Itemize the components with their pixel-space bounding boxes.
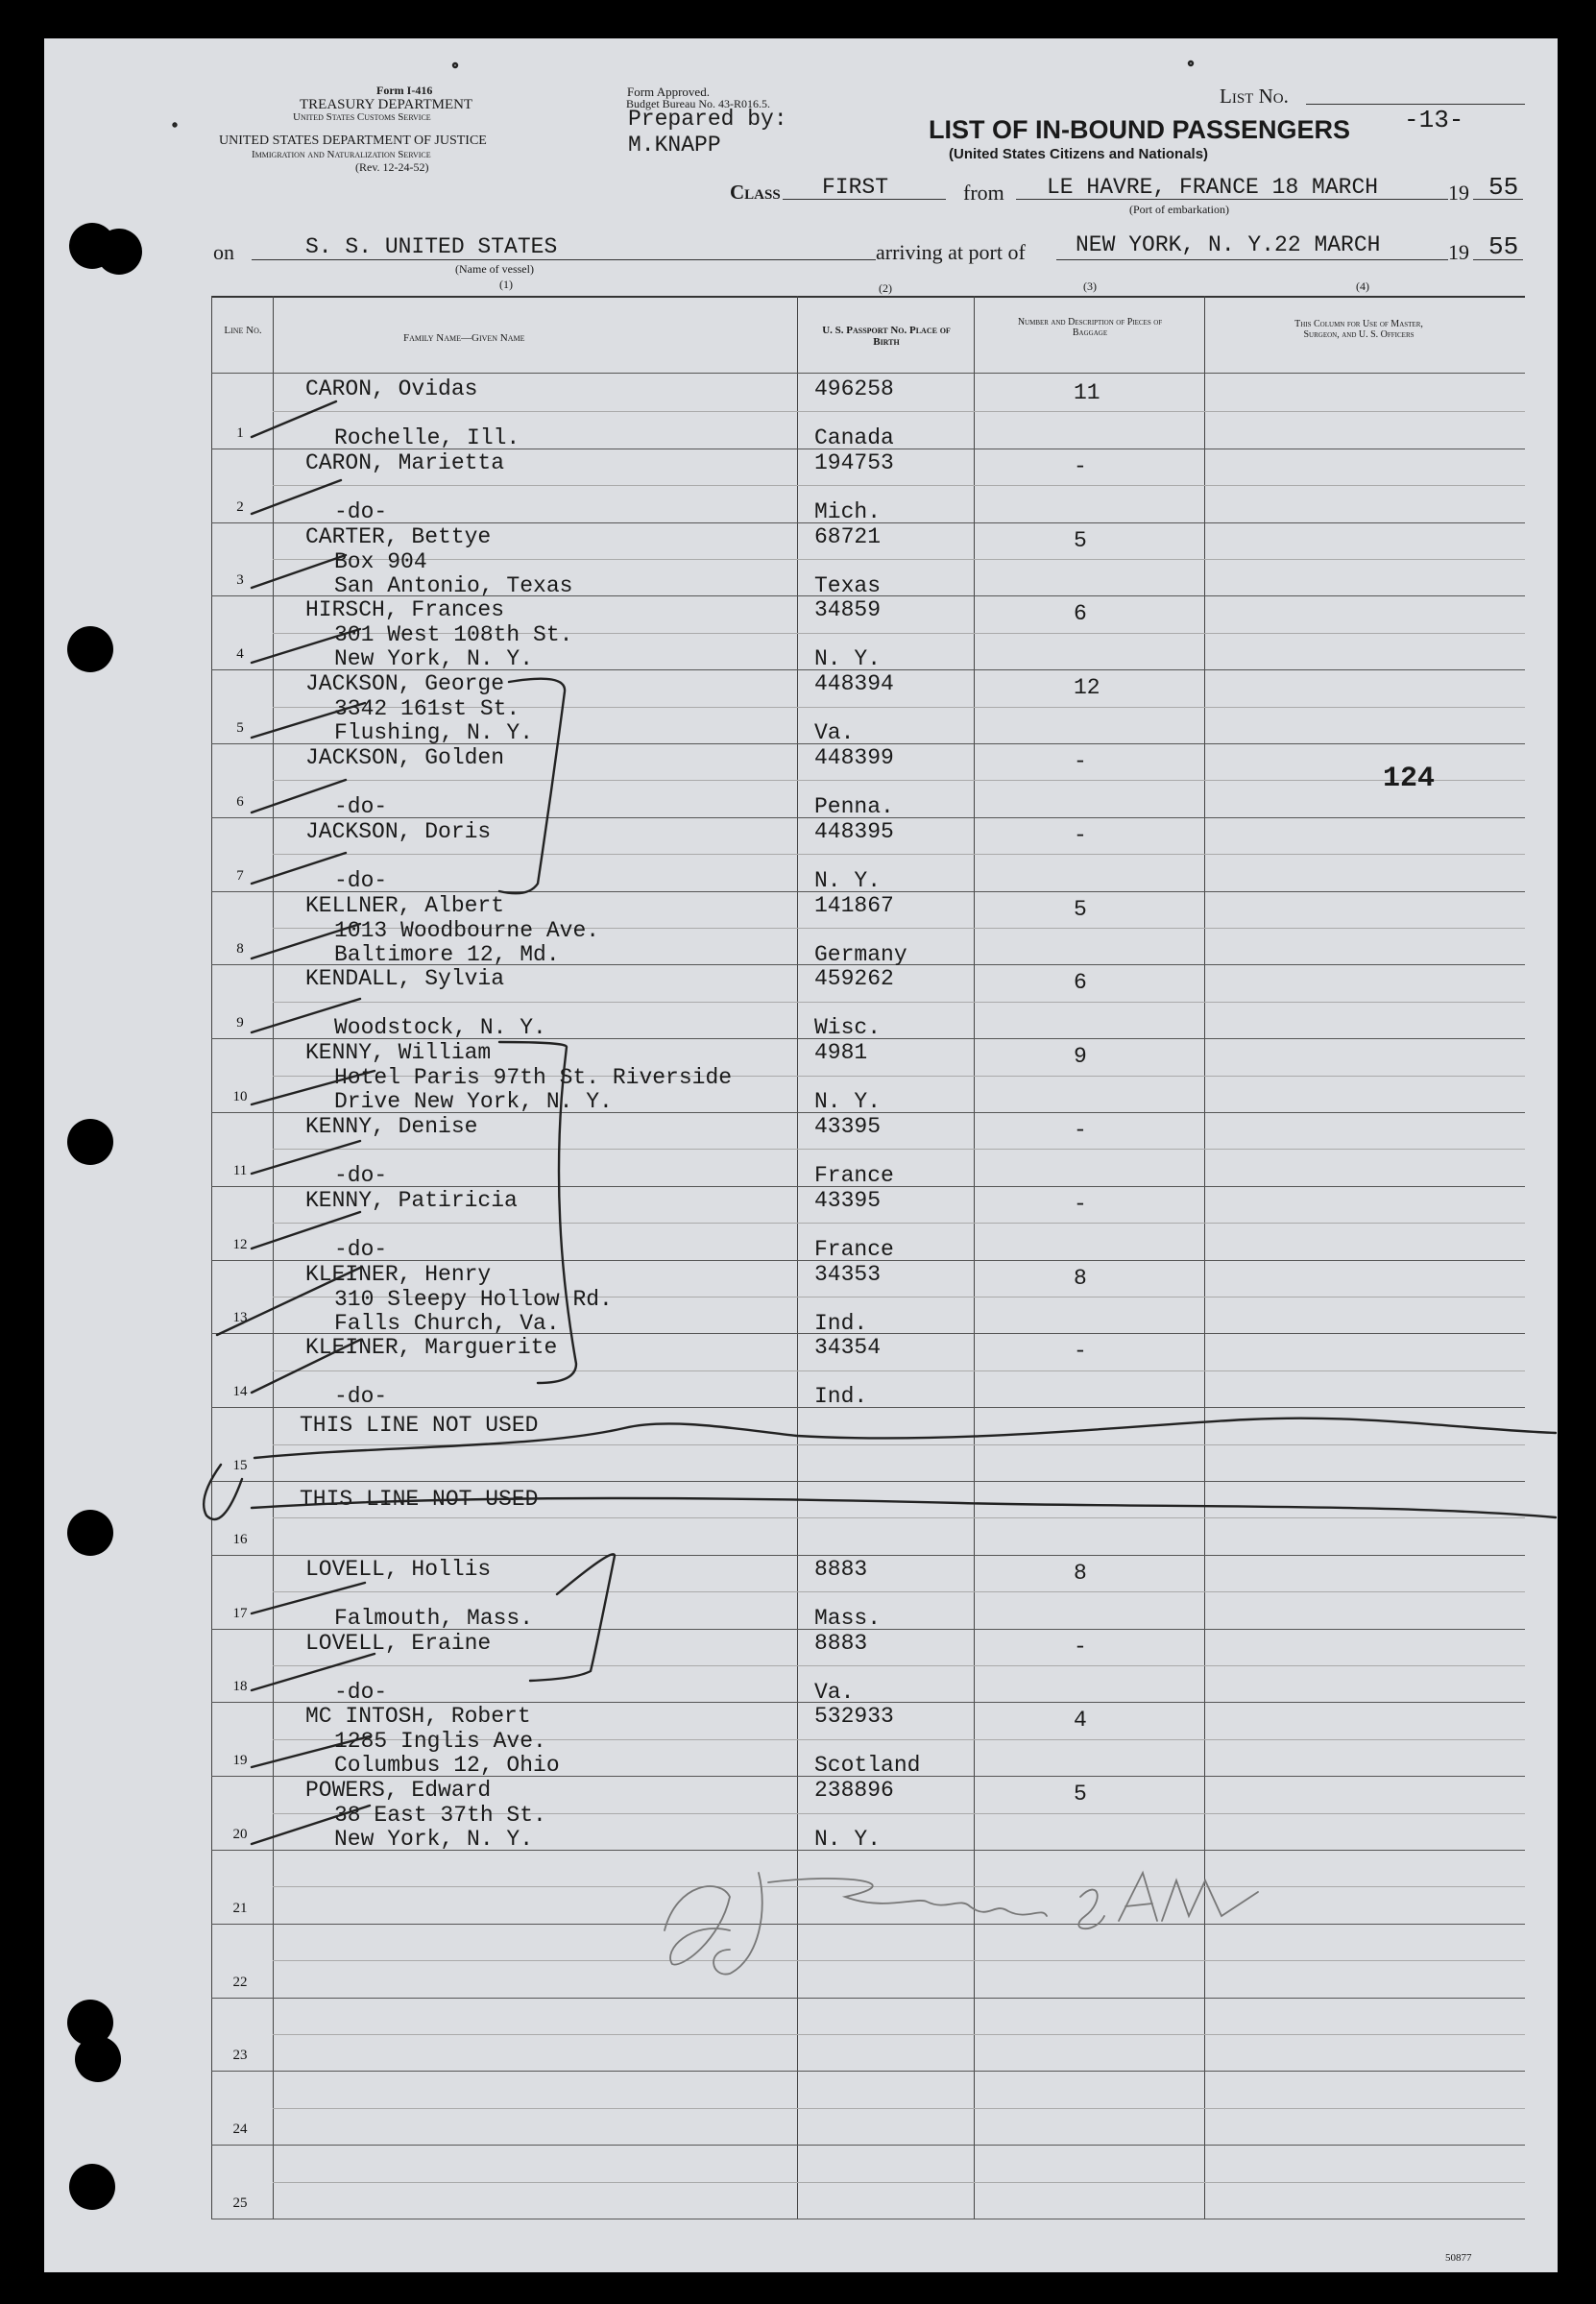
place-of-birth: France <box>814 1236 894 1262</box>
baggage-count: 8 <box>1074 1265 1087 1291</box>
baggage-count: 5 <box>1074 1782 1087 1807</box>
passport-number: 68721 <box>814 523 882 549</box>
passenger-name: LOVELL, Eraine <box>305 1630 492 1656</box>
passport-number: 34354 <box>814 1335 882 1361</box>
baggage-count: - <box>1074 1191 1087 1217</box>
line-number: 19 <box>232 1753 248 1769</box>
place-of-birth: Texas <box>814 572 882 598</box>
passenger-address-line2: -do- <box>334 1236 388 1262</box>
passenger-name: KLEINER, Marguerite <box>305 1335 558 1361</box>
budget-bureau-number: Budget Bureau No. 43-R016.5. <box>626 97 770 110</box>
passport-number: 448399 <box>814 745 894 770</box>
line-number: 8 <box>236 941 244 958</box>
column-number-1: (1) <box>499 278 513 291</box>
year-prefix-1: 19 <box>1448 181 1469 205</box>
check-mark <box>252 1071 375 1104</box>
passport-number: 448394 <box>814 671 894 697</box>
place-of-birth: Scotland <box>814 1753 921 1779</box>
family-bracket <box>499 679 565 894</box>
place-of-birth: N. Y. <box>814 1089 882 1115</box>
place-of-birth: Ind. <box>814 1310 868 1336</box>
class-value: FIRST <box>822 175 889 200</box>
strike-line <box>254 1419 1556 1458</box>
check-mark <box>252 924 360 958</box>
passport-number: 459262 <box>814 966 894 992</box>
passport-number: 34859 <box>814 597 882 623</box>
form-revision: (Rev. 12-24-52) <box>355 160 429 174</box>
unused-line-note: THIS LINE NOT USED <box>300 1413 539 1439</box>
passenger-name: KENNY, Patiricia <box>305 1187 518 1213</box>
check-mark <box>252 1806 370 1844</box>
check-mark <box>217 1268 360 1335</box>
passport-number: 532933 <box>814 1704 894 1730</box>
passenger-address-line1: 310 Sleepy Hollow Rd. <box>334 1286 613 1312</box>
line-number: 25 <box>232 2195 248 2211</box>
column-number-4: (4) <box>1356 279 1369 293</box>
check-mark <box>252 480 341 514</box>
check-mark <box>252 1141 360 1174</box>
passport-number: 8883 <box>814 1630 868 1656</box>
form-footer-code: 50877 <box>1445 2252 1472 2264</box>
header-family-name: Family Name—Given Name <box>403 332 525 344</box>
passenger-address-line1: Hotel Paris 97th St. Riverside <box>334 1065 733 1091</box>
place-of-birth: France <box>814 1163 894 1188</box>
passenger-name: CARTER, Bettye <box>305 523 492 549</box>
port-of-arrival: NEW YORK, N. Y.22 MARCH <box>1076 232 1381 257</box>
line-number: 11 <box>232 1162 248 1178</box>
passport-number: 141867 <box>814 892 894 918</box>
passenger-name: LOVELL, Hollis <box>305 1556 492 1582</box>
header-passport: U. S. Passport No. Place of Birth <box>822 325 951 349</box>
passenger-name: JACKSON, Doris <box>305 818 492 844</box>
paper-speck <box>174 124 177 127</box>
line-number: 24 <box>232 2122 248 2138</box>
place-of-birth: Va. <box>814 1679 855 1705</box>
check-mark <box>252 853 346 884</box>
place-of-birth: Penna. <box>814 794 894 819</box>
check-mark <box>252 629 360 663</box>
passport-number: 4981 <box>814 1040 868 1066</box>
line-number: 20 <box>232 1827 248 1842</box>
baggage-count: - <box>1074 453 1087 479</box>
baggage-count: 8 <box>1074 1560 1087 1586</box>
passenger-name: HIRSCH, Frances <box>305 597 505 623</box>
passport-number: 238896 <box>814 1778 894 1804</box>
on-label: on <box>213 240 234 264</box>
passenger-name: JACKSON, George <box>305 671 505 697</box>
passport-number: 448395 <box>814 818 894 844</box>
passport-number: 496258 <box>814 376 894 401</box>
check-mark <box>252 1340 360 1393</box>
baggage-count: - <box>1074 749 1087 774</box>
passenger-address-line2: Rochelle, Ill. <box>334 425 520 450</box>
paper-speck <box>1189 61 1193 65</box>
place-of-birth: N. Y. <box>814 1827 882 1853</box>
line-number: 4 <box>236 646 244 663</box>
passenger-address-line2: Columbus 12, Ohio <box>334 1753 560 1779</box>
line-number: 9 <box>236 1015 244 1031</box>
unused-line-note: THIS LINE NOT USED <box>300 1487 539 1512</box>
check-mark <box>252 703 365 738</box>
passenger-name: JACKSON, Golden <box>305 745 505 770</box>
passenger-address-line2: Baltimore 12, Md. <box>334 941 560 967</box>
passenger-address-line2: Woodstock, N. Y. <box>334 1015 546 1041</box>
line-number: 17 <box>232 1605 248 1621</box>
passenger-address-line2: Drive New York, N. Y. <box>334 1089 613 1115</box>
check-mark <box>252 1583 365 1613</box>
baggage-count: 5 <box>1074 896 1087 922</box>
passport-number: 43395 <box>814 1187 882 1213</box>
baggage-count: 5 <box>1074 527 1087 553</box>
port-of-embarkation: LE HAVRE, FRANCE 18 MARCH <box>1047 175 1379 200</box>
treasury-department: TREASURY DEPARTMENT <box>300 97 473 112</box>
passenger-name: KENNY, Denise <box>305 1114 478 1139</box>
passenger-name: KELLNER, Albert <box>305 892 505 918</box>
paper-speck <box>453 63 457 67</box>
preparer-name: M.KNAPP <box>628 133 721 158</box>
form-approved: Form Approved. <box>627 85 710 99</box>
passenger-name: POWERS, Edward <box>305 1778 492 1804</box>
column-number-3: (3) <box>1083 279 1097 293</box>
place-of-birth: Ind. <box>814 1384 868 1410</box>
passenger-address-line2: Falls Church, Va. <box>334 1310 560 1336</box>
place-of-birth: Mich. <box>814 498 882 524</box>
passport-number: 8883 <box>814 1556 868 1582</box>
form-subtitle: (United States Citizens and Nationals) <box>949 146 1209 162</box>
from-label: from <box>963 181 1004 205</box>
passenger-name: CARON, Marietta <box>305 449 505 475</box>
passenger-address-line2: Flushing, N. Y. <box>334 720 534 746</box>
signature-scrawl <box>665 1873 1258 1975</box>
check-mark <box>252 555 346 588</box>
line-number: 18 <box>232 1679 248 1695</box>
passenger-address-line1: 1013 Woodbourne Ave. <box>334 917 600 943</box>
vessel-name: S. S. UNITED STATES <box>305 234 558 259</box>
passenger-address-line2: -do- <box>334 1163 388 1188</box>
passenger-address-line2: New York, N. Y. <box>334 646 534 672</box>
passport-number: 194753 <box>814 449 894 475</box>
header-officer-use: This Column for Use of Master, Surgeon, and U. S. Officers <box>1294 319 1423 340</box>
check-mark <box>252 999 360 1032</box>
check-mark <box>252 401 336 437</box>
passenger-address-line1: 38 East 37th St. <box>334 1803 546 1829</box>
line-number: 5 <box>236 720 244 736</box>
list-number-label: List No. <box>1220 85 1289 108</box>
line-number: 22 <box>232 1974 248 1990</box>
passenger-name: MC INTOSH, Robert <box>305 1704 531 1730</box>
line-number: 16 <box>232 1531 248 1547</box>
line-number: 23 <box>232 2048 248 2064</box>
passenger-address-line2: Falmouth, Mass. <box>334 1605 534 1631</box>
form-title: LIST OF IN-BOUND PASSENGERS <box>929 115 1351 144</box>
baggage-count: 11 <box>1074 380 1100 405</box>
header-baggage: Number and Description of Pieces of Baggage <box>1017 317 1163 338</box>
passenger-name: KENDALL, Sylvia <box>305 966 505 992</box>
place-of-birth: Wisc. <box>814 1015 882 1041</box>
prepared-by-label: Prepared by: <box>628 107 787 132</box>
check-mark <box>252 1654 375 1690</box>
strike-loop <box>204 1465 242 1519</box>
passenger-address-line2: New York, N. Y. <box>334 1827 534 1853</box>
justice-department: UNITED STATES DEPARTMENT OF JUSTICE <box>219 133 487 148</box>
line-number: 21 <box>232 1900 248 1916</box>
year-1: 55 <box>1488 173 1519 202</box>
line-number: 2 <box>236 498 244 515</box>
place-of-birth: N. Y. <box>814 646 882 672</box>
line-number: 10 <box>232 1089 248 1104</box>
passenger-name: KLEINER, Henry <box>305 1261 492 1287</box>
passport-number: 43395 <box>814 1114 882 1139</box>
check-mark <box>252 780 346 812</box>
check-mark <box>252 1212 360 1249</box>
baggage-count: 4 <box>1074 1708 1087 1734</box>
baggage-count: 9 <box>1074 1044 1087 1070</box>
passenger-address-line2: -do- <box>334 867 388 893</box>
customs-service: United States Customs Service <box>293 111 431 123</box>
place-of-birth: Va. <box>814 720 855 746</box>
passenger-address-line2: San Antonio, Texas <box>334 572 573 598</box>
immigration-service: Immigration and Naturalization Service <box>252 149 431 160</box>
baggage-count: 6 <box>1074 970 1087 996</box>
line-number: 13 <box>232 1310 248 1326</box>
passenger-address-line2: -do- <box>334 1384 388 1410</box>
class-label: Class <box>730 181 781 204</box>
passenger-address-line1: 3342 161st St. <box>334 696 520 722</box>
place-of-birth: N. Y. <box>814 867 882 893</box>
baggage-count: - <box>1074 822 1087 848</box>
check-mark <box>252 1736 370 1767</box>
passenger-address-line1: Box 904 <box>334 548 427 574</box>
column-number-2: (2) <box>879 281 892 295</box>
line-number: 12 <box>232 1236 248 1252</box>
baggage-count: 6 <box>1074 601 1087 627</box>
place-of-birth: Mass. <box>814 1605 882 1631</box>
baggage-count: - <box>1074 1339 1087 1365</box>
line-number: 15 <box>232 1458 248 1473</box>
passenger-address-line1: 301 West 108th St. <box>334 622 573 648</box>
port-caption: (Port of embarkation) <box>1129 203 1229 216</box>
line-number: 3 <box>236 572 244 589</box>
passport-number: 34353 <box>814 1261 882 1287</box>
passenger-name: CARON, Ovidas <box>305 376 478 401</box>
passenger-address-line1: 1285 Inglis Ave. <box>334 1729 546 1755</box>
passenger-address-line2: -do- <box>334 794 388 819</box>
baggage-count: 12 <box>1074 675 1100 701</box>
officer-annotation: 124 <box>1383 763 1436 795</box>
list-number: -13- <box>1404 106 1464 134</box>
passenger-address-line2: -do- <box>334 498 388 524</box>
vessel-caption: (Name of vessel) <box>455 262 534 276</box>
baggage-count: - <box>1074 1634 1087 1660</box>
family-bracket <box>499 1042 576 1383</box>
line-number: 6 <box>236 793 244 810</box>
line-number: 7 <box>236 867 244 884</box>
arriving-label: arriving at port of <box>876 240 1026 264</box>
year-prefix-2: 19 <box>1448 240 1469 264</box>
baggage-count: - <box>1074 1118 1087 1143</box>
year-2: 55 <box>1488 232 1519 261</box>
passenger-name: KENNY, William <box>305 1040 492 1066</box>
form-number: Form I-416 <box>376 84 433 97</box>
strike-line <box>252 1498 1556 1517</box>
line-number: 1 <box>236 424 244 441</box>
family-bracket <box>530 1554 615 1681</box>
place-of-birth: Germany <box>814 941 907 967</box>
passenger-address-line2: -do- <box>334 1679 388 1705</box>
place-of-birth: Canada <box>814 425 894 450</box>
line-number: 14 <box>232 1384 248 1400</box>
header-line-no: Line No. <box>224 325 262 336</box>
